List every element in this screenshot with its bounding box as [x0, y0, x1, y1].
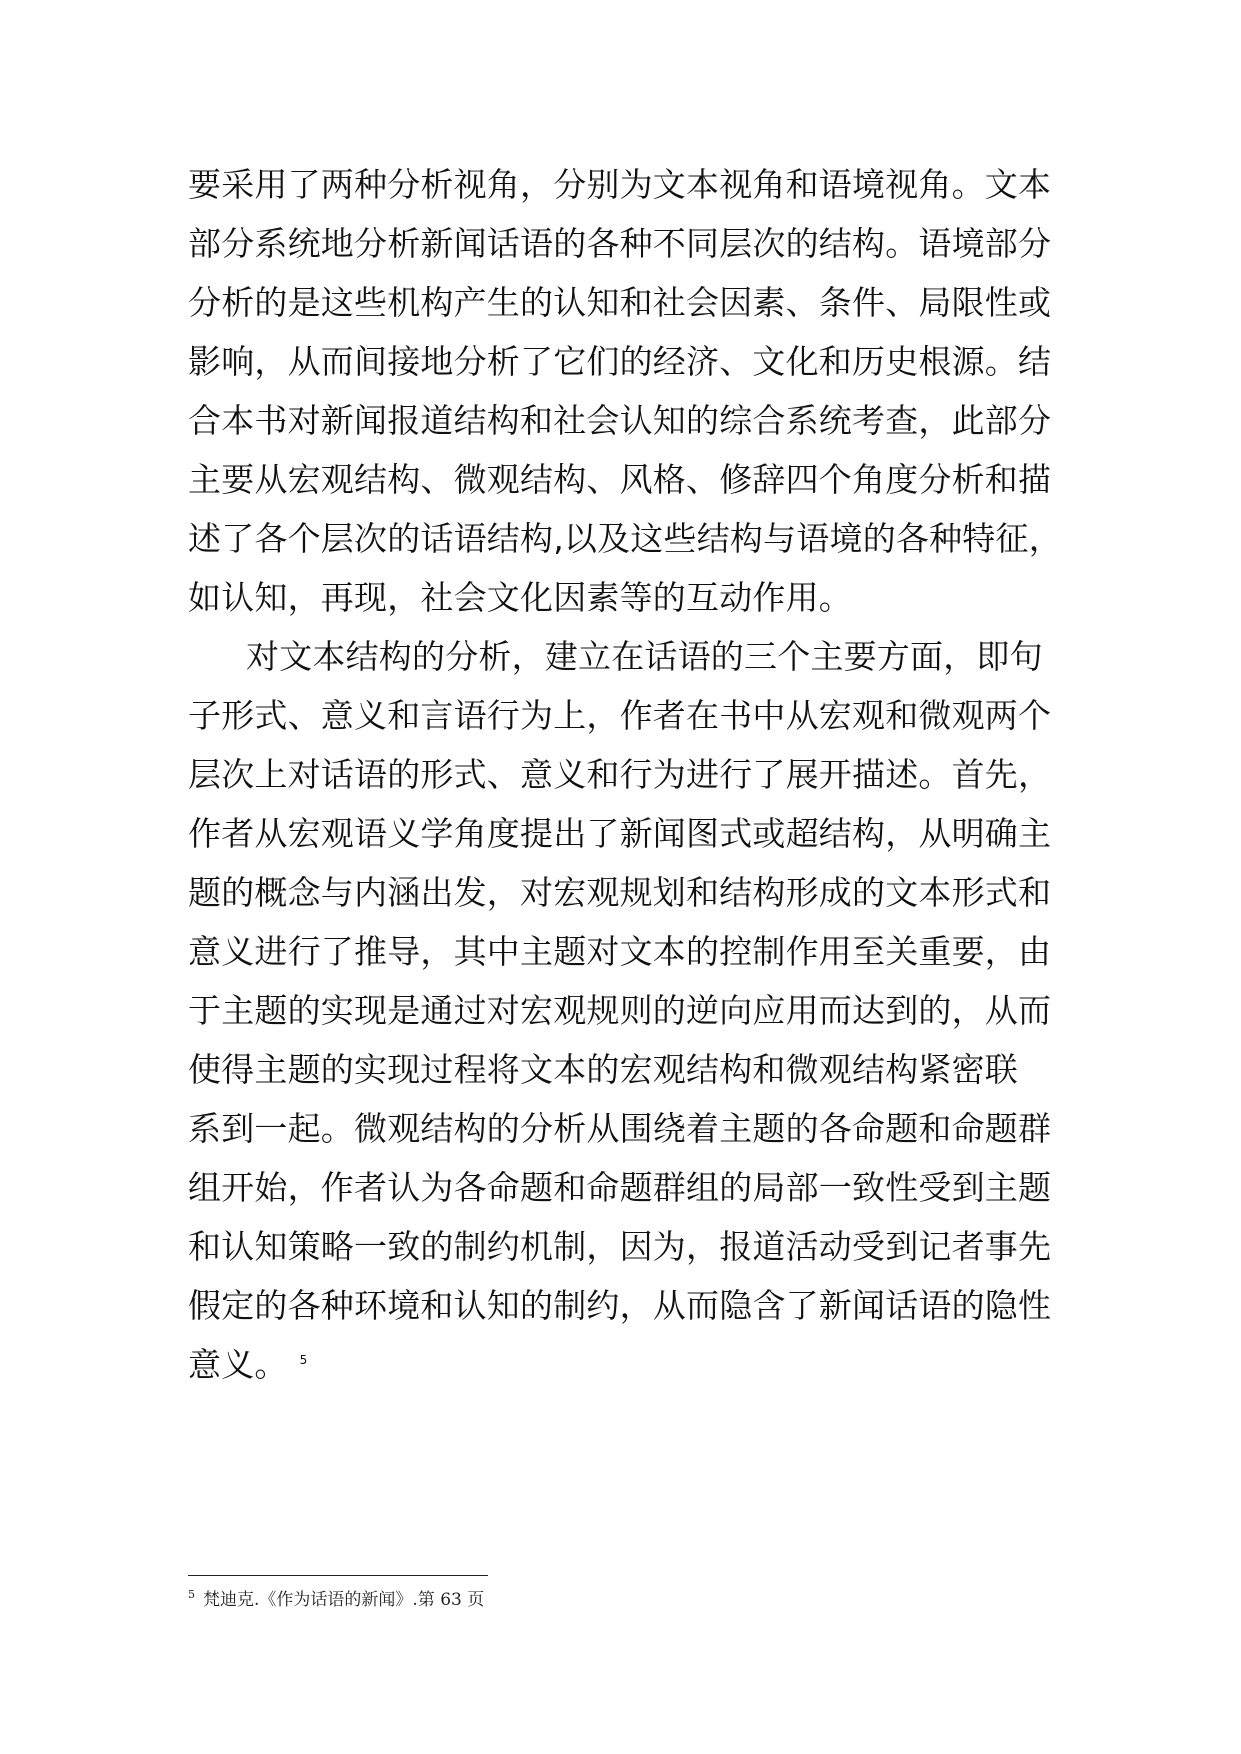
- paragraph-2-line-9: 系到一起。微观结构的分析从围绕着主题的各命题和命题群: [188, 1109, 1052, 1148]
- paragraph-2-line-12: 假定的各种环境和认知的制约，从而隐含了新闻话语的隐性: [188, 1286, 1052, 1325]
- footnote-reference[interactable]: 5: [299, 1353, 308, 1367]
- paragraph-1-line-2: 部分系统地分析新闻话语的各种不同层次的结构。语境部分: [188, 224, 1052, 263]
- footnote-separator: [188, 1575, 488, 1576]
- paragraph-1-line-1: 要采用了两种分析视角，分别为文本视角和语境视角。文本: [188, 165, 1052, 204]
- paragraph-1-line-4: 影响，从而间接地分析了它们的经济、文化和历史根源。结: [188, 342, 1052, 381]
- paragraph-1-line-5: 合本书对新闻报道结构和社会认知的综合系统考查，此部分: [188, 401, 1052, 440]
- paragraph-1-line-3: 分析的是这些机构产生的认知和社会因素、条件、局限性或: [188, 283, 1052, 322]
- paragraph-2-line-2: 子形式、意义和言语行为上，作者在书中从宏观和微观两个: [188, 696, 1052, 735]
- paragraph-2-line-6: 意义进行了推导，其中主题对文本的控制作用至关重要，由: [188, 932, 1052, 971]
- paragraph-2-line-13-text: 意义。: [188, 1345, 288, 1384]
- footnote-text: 梵迪克.《作为话语的新闻》.第 63 页: [203, 1590, 485, 1610]
- paragraph-2-line-5: 题的概念与内涵出发，对宏观规划和结构形成的文本形式和: [188, 873, 1052, 912]
- paragraph-2-line-1: 对文本结构的分析，建立在话语的三个主要方面，即句: [246, 637, 1043, 676]
- paragraph-1-line-6: 主要从宏观结构、微观结构、风格、修辞四个角度分析和描: [188, 460, 1052, 499]
- paragraph-2-line-10: 组开始，作者认为各命题和命题群组的局部一致性受到主题: [188, 1168, 1052, 1207]
- footnote: [188, 1588, 484, 1612]
- paragraph-2-line-4: 作者从宏观语义学角度提出了新闻图式或超结构，从明确主: [188, 814, 1052, 853]
- paragraph-1-line-7: 述了各个层次的话语结构,以及这些结构与语境的各种特征，: [188, 519, 1062, 558]
- paragraph-2-line-8: 使得主题的实现过程将文本的宏观结构和微观结构紧密联: [188, 1050, 1018, 1089]
- paragraph-2-line-3: 层次上对话语的形式、意义和行为进行了展开描述。首先，: [188, 755, 1052, 794]
- footnote-number: 5: [188, 1588, 195, 1602]
- paragraph-2-line-7: 于主题的实现是通过对宏观规则的逆向应用而达到的，从而: [188, 991, 1052, 1030]
- paragraph-2-line-11: 和认知策略一致的制约机制，因为，报道活动受到记者事先: [188, 1227, 1052, 1266]
- paragraph-1-line-8: 如认知，再现，社会文化因素等的互动作用。: [188, 578, 852, 617]
- paragraph-2-line-13: [188, 1345, 1058, 1385]
